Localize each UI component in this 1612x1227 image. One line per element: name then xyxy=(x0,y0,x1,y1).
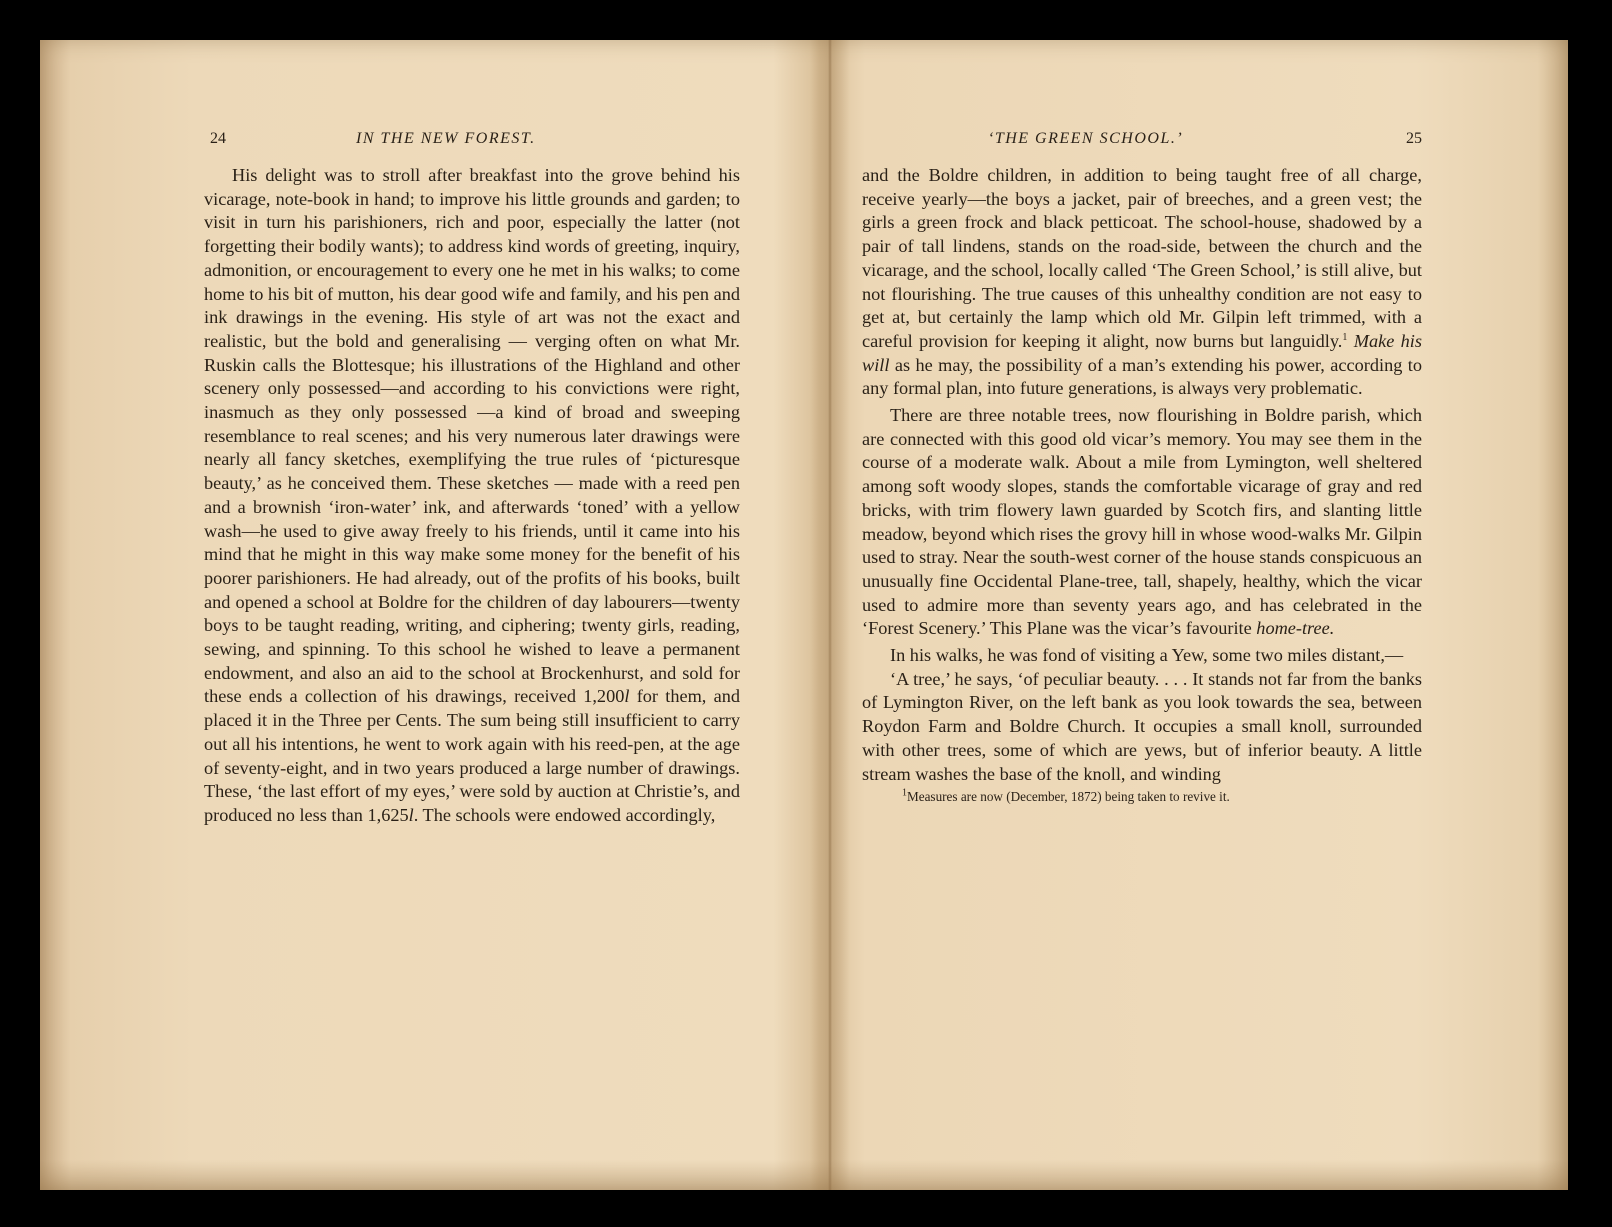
right-running-head xyxy=(862,128,1422,154)
right-paragraph-1-part-a: and the Boldre children, in addition to being taught free of all charge, receive yearly—the boys a jacket, pair of breeches, and a green vest; the girls a green frock and black petticoat. The school-house, shadowed by a pair of tall lindens, stands on the road-side, between the church and the vicarage, and the school, locally called ‘The Green School,’ is still alive, but not flourishing. The true causes of this unhealthy condition are not easy to get at, but certainly the lamp which old Mr. Gilpin left trimmed, with a careful provision for keeping it alight, now burns but languidly. xyxy=(862,165,1422,351)
right-paragraph-1-part-b: as he may, the possibility of a man’s extending his power, according to any formal plan, into future generations, is always very problematic. xyxy=(862,354,1422,399)
footnote-reference: 1 xyxy=(1342,331,1348,343)
left-page-number: 24 xyxy=(210,130,226,147)
left-paragraph-part-b: for them, and placed it in the Three per Cents. The sum being still insufficient to carry out all his intentions, he went to work again with his reed-pen, at the age of seventy-eight, and in two years produced a large number of drawings. These, ‘the last effort of my eyes,’ were sold by auction at Christie’s, and produced no less than 1,625 xyxy=(204,686,740,825)
left-running-title: IN THE NEW FOREST. xyxy=(356,130,536,147)
left-paragraph xyxy=(204,164,740,828)
left-paragraph-part-c: . The schools were endowed accordingly, xyxy=(413,804,716,825)
right-paragraph-1-italic: Make his will xyxy=(862,330,1422,375)
right-paragraph-continued xyxy=(862,164,1422,401)
right-body-text xyxy=(862,164,1422,786)
footnote-text: Measures are now (December, 1872) being taken to revive it. xyxy=(907,789,1230,805)
left-page xyxy=(200,128,740,828)
right-running-title: ‘THE GREEN SCHOOL.’ xyxy=(988,130,1184,147)
left-running-head xyxy=(200,128,740,154)
left-paragraph-part-a: His delight was to stroll after breakfast into the grove behind his vicarage, note-book in hand; to improve his little grounds and garden; to visit in turn his parishioners, rich and poor, especially the latter (not forgetting their bodily wants); to address kind words of greeting, inquiry, admonition, or encouragement to every one he met in his walks; to come home to his bit of mutton, his dear good wife and family, and his pen and ink drawings in the evening. His style of art was not the exact and realistic, but the bold and generalising — verging often on what Mr. Ruskin calls the Blottesque; his illustrations of the Highland and other scenery only possessed—and according to his convictions were right, inasmuch as they only possessed —a kind of broad and sweeping resemblance to real scenes; and his very numerous later drawings were nearly all fancy sketches, exemplifying the true rules of ‘picturesque beauty,’ as he conceived them. These sketches — made with a reed pen and a brownish ‘iron-water’ ink, and afterwards ‘toned’ with a yellow wash—he used to give away freely to his friends, until it came into his mind that he might in this way make some money for the benefit of his poorer parishioners. He had already, out of the profits of his books, built and opened a school at Boldre for the children of day labourers—twenty boys to be taught reading, writing, and ciphering; twenty girls, reading, sewing, and spinning. To this school he wished to leave a permanent endowment, and also an aid to the school at Brockenhurst, and sold for these ends a collection of his drawings, received 1,200 xyxy=(204,165,740,707)
right-paragraph-quote: ‘A tree,’ he says, ‘of peculiar beauty. . . . It stands not far from the banks of Lymington River, on the left bank as you look towards the sea, between Roydon Farm and Boldre Church. It occupies a small knoll, surrounded with other trees, some of which are yews, but of inferior beauty. A little stream washes the base of the knoll, and winding xyxy=(862,668,1422,784)
pound-mark: l xyxy=(624,686,630,707)
right-paragraph-2-italic: home-tree. xyxy=(1256,618,1335,639)
right-paragraph-trees xyxy=(862,404,1422,641)
left-body-text xyxy=(200,164,740,828)
right-paragraph-2-part-a: There are three notable trees, now flourishing in Boldre parish, which are connected with this good old vicar’s memory. You may see them in the course of a moderate walk. About a mile from Lymington, well sheltered among soft woody slopes, stands the comfortable vicarage of gray and red bricks, with trim flowery lawn guarded by Scotch firs, and slanting little meadow, beyond which rises the grovy hill in whose wood-walks Mr. Gilpin used to stray. Near the south-west corner of the house stands conspicuous an unusually fine Occidental Plane-tree, tall, shapely, healthy, which the vicar used to admire more than seventy years ago, and has celebrated in the ‘Forest Scenery.’ This Plane was the vicar’s favourite xyxy=(862,405,1422,639)
right-page-number: 25 xyxy=(1406,130,1422,147)
page-bottom-edge xyxy=(40,1160,1568,1190)
footnote xyxy=(862,788,1422,806)
book-gutter xyxy=(810,40,850,1190)
right-page xyxy=(862,128,1422,806)
right-paragraph-yew: In his walks, he was fond of visiting a Yew, some two miles distant,— xyxy=(890,645,1404,666)
footnote-marker: 1 xyxy=(902,787,907,799)
pound-mark: l xyxy=(408,804,414,825)
